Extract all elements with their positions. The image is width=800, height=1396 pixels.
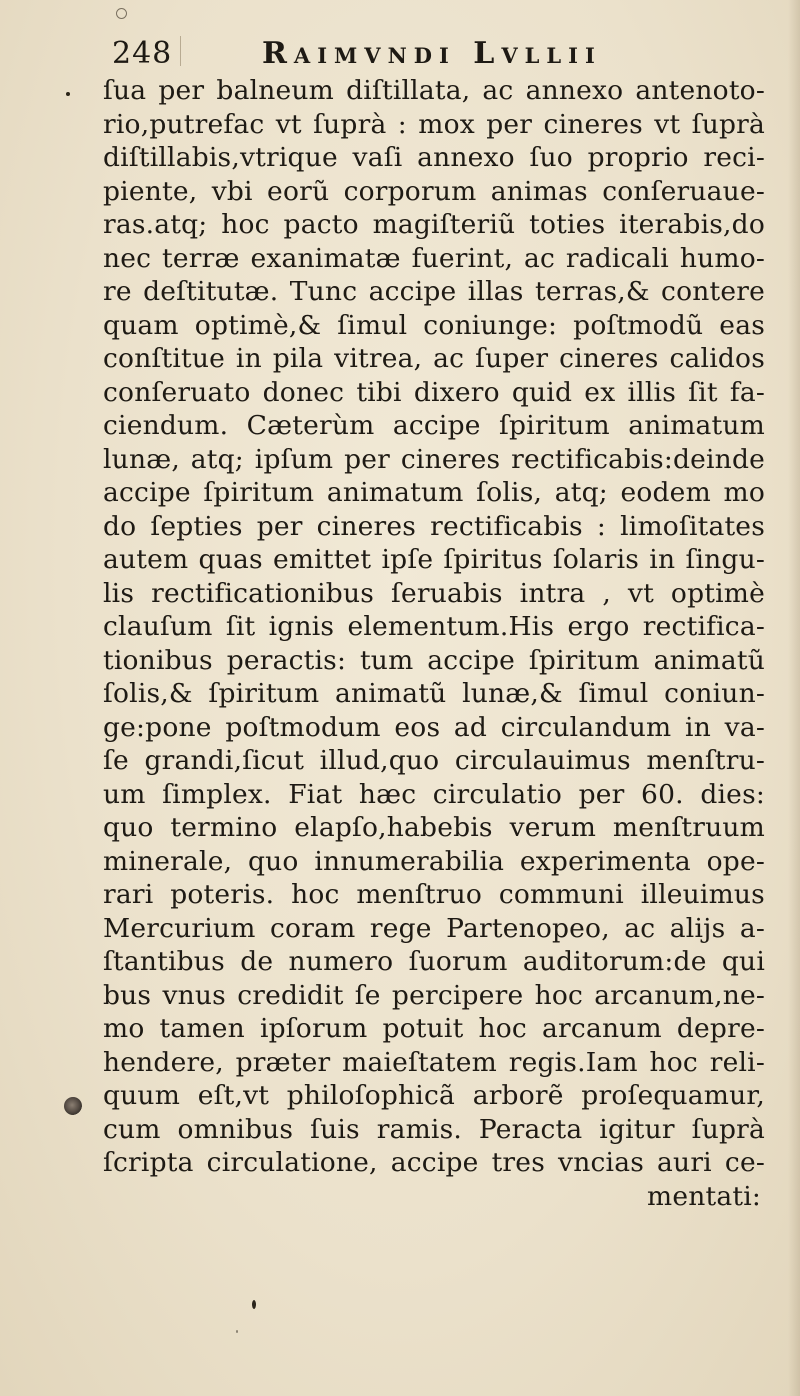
text-line: conſeruato donec tibi dixero quid ex illis ſit fa-: [103, 376, 765, 408]
text-line: ge:pone poſtmodum eos ad circulandum in va-: [103, 711, 765, 743]
text-line: bus vnus credidit ſe percipere hoc arcanum,ne-: [103, 979, 765, 1011]
running-head: [112, 32, 672, 76]
text-line: piente, vbi eorũ corporum animas conſeruaue-: [103, 175, 765, 207]
text-line: re deſtitutæ. Tunc accipe illas terras,& contere: [103, 276, 765, 307]
text-line: diſtillabis,vtrique vaſi annexo ſuo proprio reci-: [103, 142, 765, 173]
text-line: rari poteris. hoc menſtruo communi illeuimus: [103, 879, 765, 910]
running-title: Raimvndi Lvllii: [262, 36, 602, 71]
text-line: clauſum ſit ignis elementum.His ergo rectifica-: [103, 611, 765, 642]
text-line: ras.atq; hoc pacto magiſteriũ toties iterabis,do: [103, 209, 765, 240]
text-line: hendere, præter maieſtatem regis.Iam hoc reli-: [103, 1046, 765, 1078]
text-line: rio,putrefac vt ſuprà : mox per cineres vt ſuprà: [103, 108, 765, 140]
text-line: lunæ, atq; ipſum per cineres rectificabis:deinde: [103, 443, 765, 475]
text-line: quam optimè,& ſimul coniunge: poſtmodũ eas: [103, 309, 765, 341]
text-line: do ſepties per cineres rectificabis : limoſitates: [103, 510, 765, 542]
ink-speck: [252, 1300, 256, 1309]
text-line: ſtantibus de numero ſuorum auditorum:de qui: [103, 946, 765, 977]
margin-dot: [66, 92, 70, 96]
ink-blot: [64, 1097, 82, 1115]
text-line: quum eſt,vt philoſophicã arborẽ proſequamur,: [103, 1080, 765, 1111]
page-number: 248: [112, 36, 173, 71]
text-line: mo tamen ipſorum potuit hoc arcanum depre-: [103, 1013, 765, 1044]
body-text: [103, 74, 765, 1213]
text-line: minerale, quo innumerabilia experimenta ope-: [103, 845, 765, 877]
text-line: tionibus peractis: tum accipe ſpiritum animatũ: [103, 644, 765, 676]
text-line: ſua per balneum diſtillata, ac annexo antenoto-: [103, 75, 765, 106]
text-line: nec terræ exanimatæ fuerint, ac radicali humo-: [103, 242, 765, 274]
text-line: ſe grandi,ſicut illud,quo circulauimus menſtru-: [103, 745, 765, 776]
header-rule: [180, 36, 181, 66]
text-line: ciendum. Cæterùm accipe ſpiritum animatum: [103, 410, 765, 441]
text-line: cum omnibus ſuis ramis. Peracta igitur ſuprà: [103, 1113, 765, 1145]
ring-mark: [116, 8, 127, 19]
text-line: um ſimplex. Fiat hæc circulatio per 60. dies:: [103, 778, 765, 810]
text-line: lis rectificationibus ſeruabis intra , vt optimè: [103, 577, 765, 609]
page-edge-shadow: [788, 0, 800, 1396]
catchword: mentati:: [647, 1180, 761, 1212]
text-line: Mercurium coram rege Partenopeo, ac alijs a-: [103, 912, 765, 944]
ink-speck: [236, 1330, 238, 1333]
text-line: ſolis,& ſpiritum animatũ lunæ,& ſimul coniun-: [103, 678, 765, 709]
text-line: quo termino elapſo,habebis verum menſtruum: [103, 812, 765, 843]
text-line: accipe ſpiritum animatum ſolis, atq; eodem mo: [103, 477, 765, 508]
text-line: ſcripta circulatione, accipe tres vncias auri ce-: [103, 1147, 765, 1178]
text-line: conſtitue in pila vitrea, ac ſuper cineres calidos: [103, 343, 765, 374]
text-line: autem quas emittet ipſe ſpiritus ſolaris in ſingu-: [103, 544, 765, 575]
